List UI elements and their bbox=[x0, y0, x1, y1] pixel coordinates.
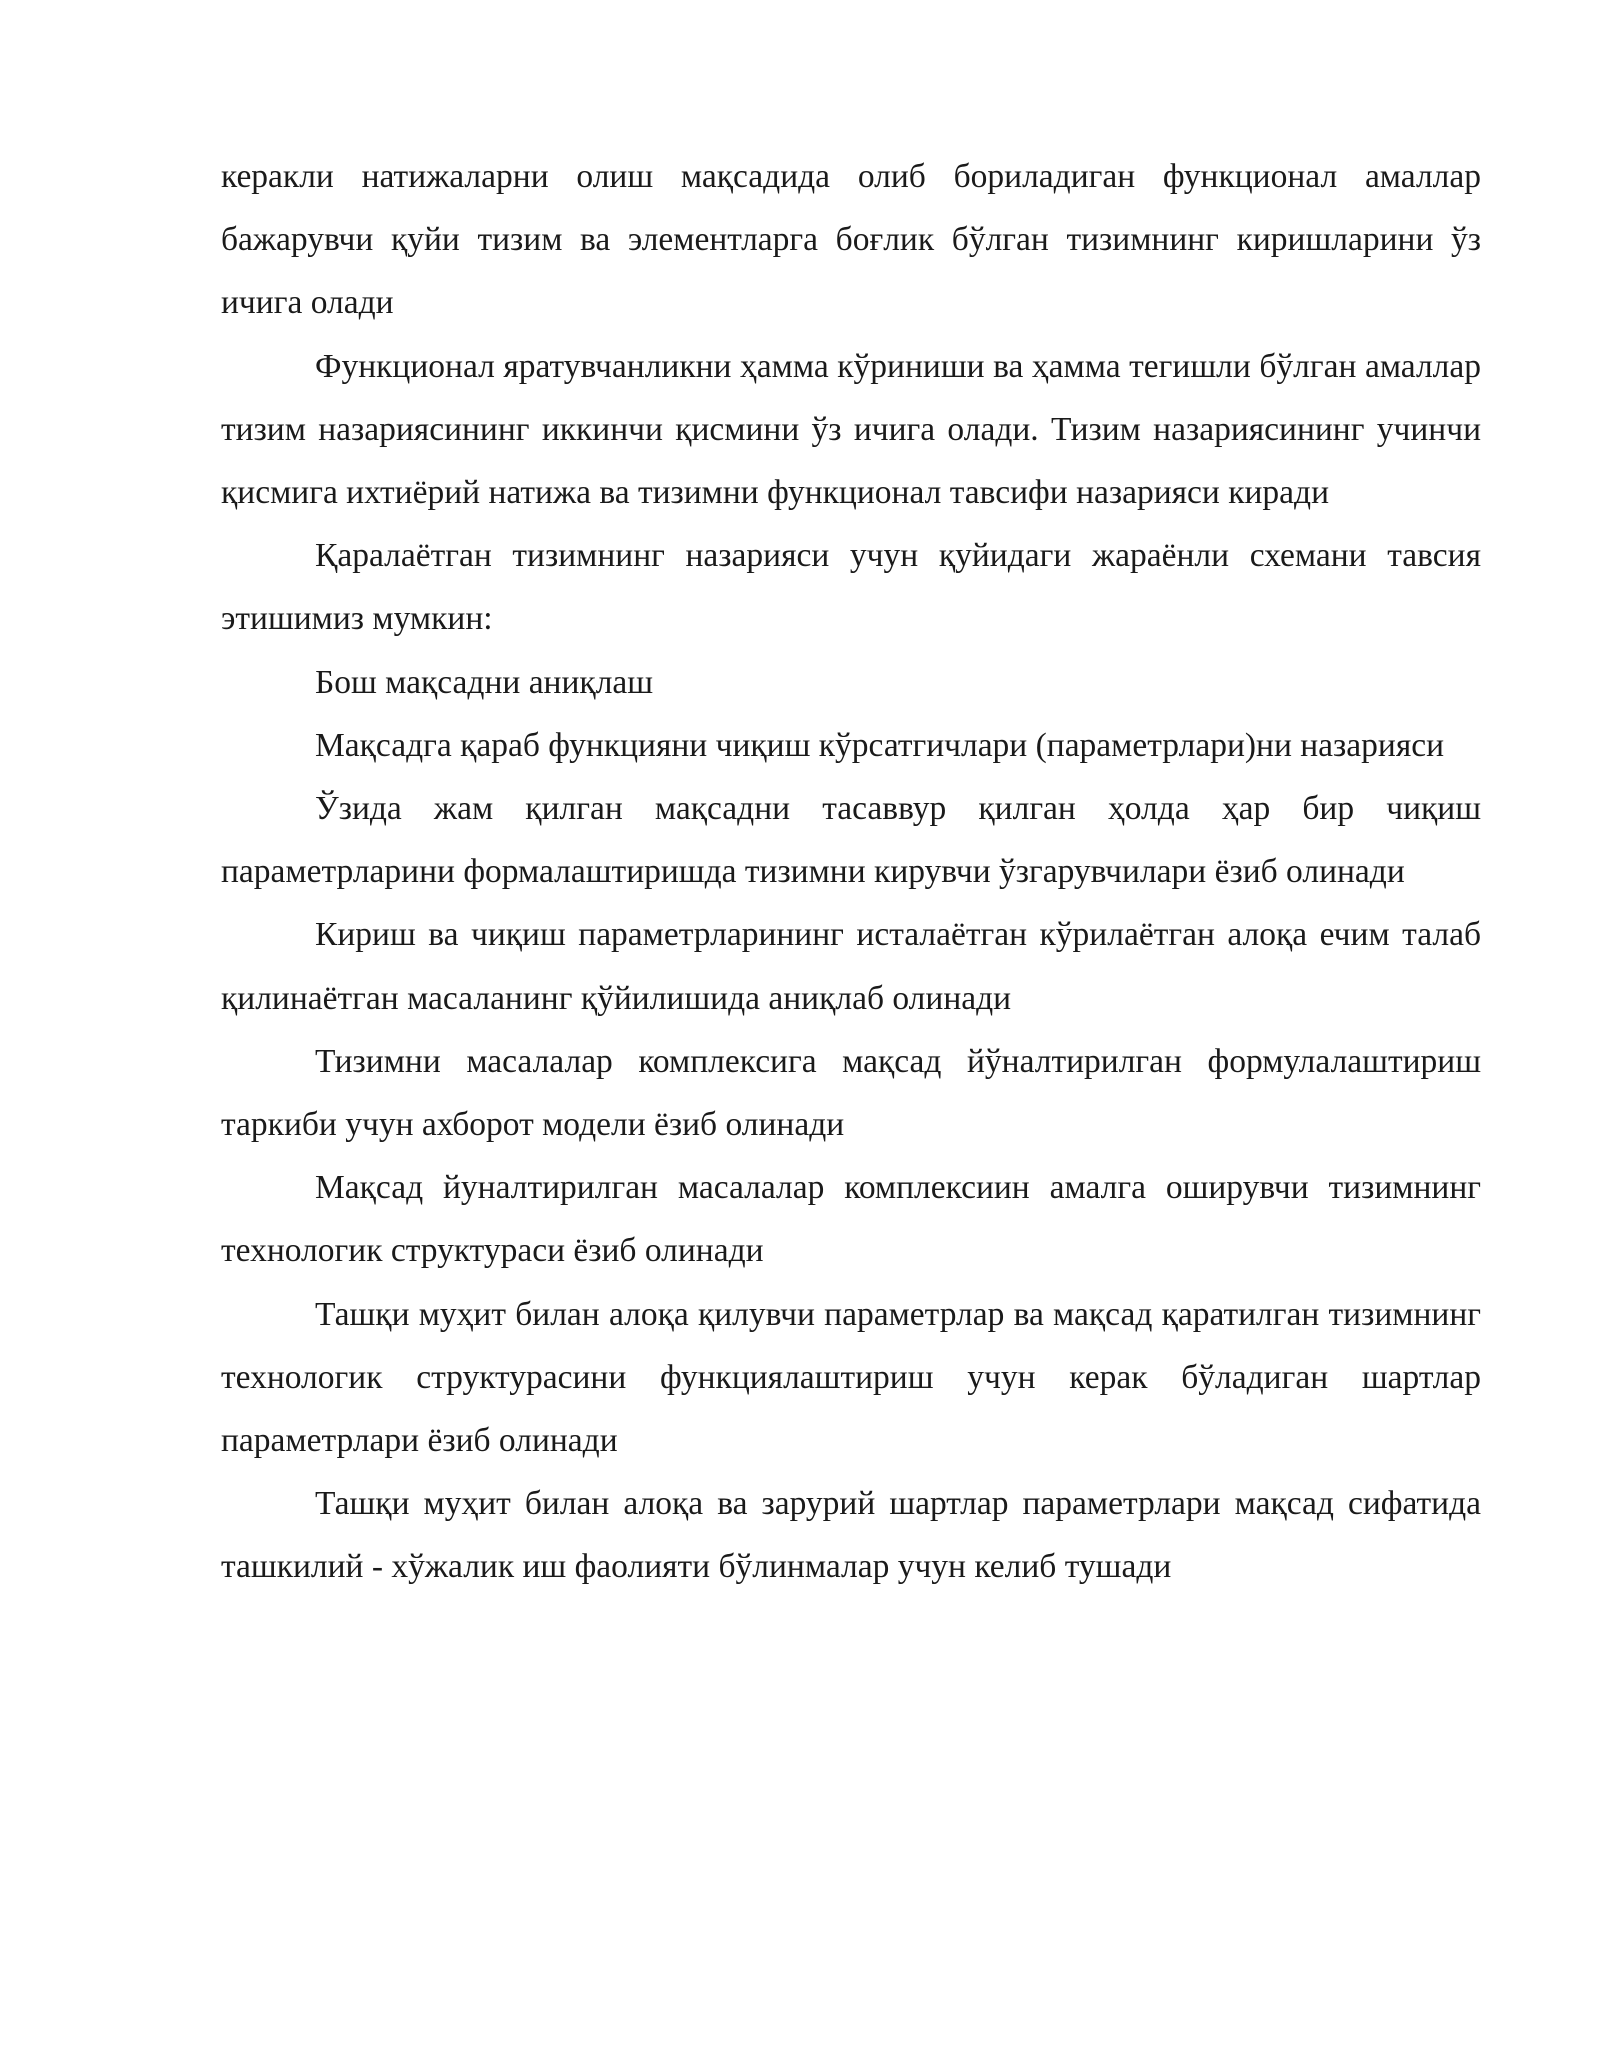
paragraph-2: Функционал яратувчанликни ҳамма кўриниши ва ҳамма тегишли бўлган амаллар тизим назариясининг иккинчи қисмини ўз ичига олади. Тизим назариясининг учинчи қисмига ихтиёрий натижа ва тизимни функционал тавсифи назарияси киради bbox=[221, 347, 1481, 512]
document-body bbox=[221, 145, 1481, 1599]
paragraph-1: керакли натижаларни олиш мақсадида олиб бориладиган функционал амаллар бажарувчи қуйи тизим ва элементларга боғлик бўлган тизимнинг киришларини ўз ичига олади bbox=[221, 158, 1481, 322]
paragraph-7: Кириш ва чиқиш параметрларининг исталаётган кўрилаётган алоқа ечим талаб қилинаётган масаланинг қўйилишида аниқлаб олинади bbox=[221, 916, 1481, 1017]
paragraph-9: Мақсад йуналтирилган масалалар комплексиин амалга оширувчи тизимнинг технологик структураси ёзиб олинади bbox=[221, 1169, 1481, 1270]
paragraph-3: Қаралаётган тизимнинг назарияси учун қуйидаги жараёнли схемани тавсия этишимиз мумкин: bbox=[221, 537, 1481, 638]
paragraph-10: Ташқи муҳит билан алоқа қилувчи параметрлар ва мақсад қаратилган тизимнинг технологик структурасини функциялаштириш учун керак бўладиган шартлар параметрлари ёзиб олинади bbox=[221, 1295, 1481, 1460]
paragraph-5: Мақсадга қараб функцияни чиқиш кўрсатгичлари (параметрлари)ни назарияси bbox=[315, 726, 1445, 764]
paragraph-11: Ташқи муҳит билан алоқа ва зарурий шартлар параметрлари мақсад сифатида ташкилий - хўжалик иш фаолияти бўлинмалар учун келиб тушади bbox=[221, 1485, 1481, 1586]
paragraph-8: Тизимни масалалар комплексига мақсад йўналтирилган формулалаштириш таркиби учун ахборот модели ёзиб олинади bbox=[221, 1042, 1481, 1144]
paragraph-6: Ўзида жам қилган мақсадни тасаввур қилган ҳолда ҳар бир чиқиш параметрларини формалаштиришда тизимни кирувчи ўзгарувчилари ёзиб олинади bbox=[221, 790, 1481, 891]
paragraph-4: Бош мақсадни аниқлаш bbox=[315, 663, 654, 701]
